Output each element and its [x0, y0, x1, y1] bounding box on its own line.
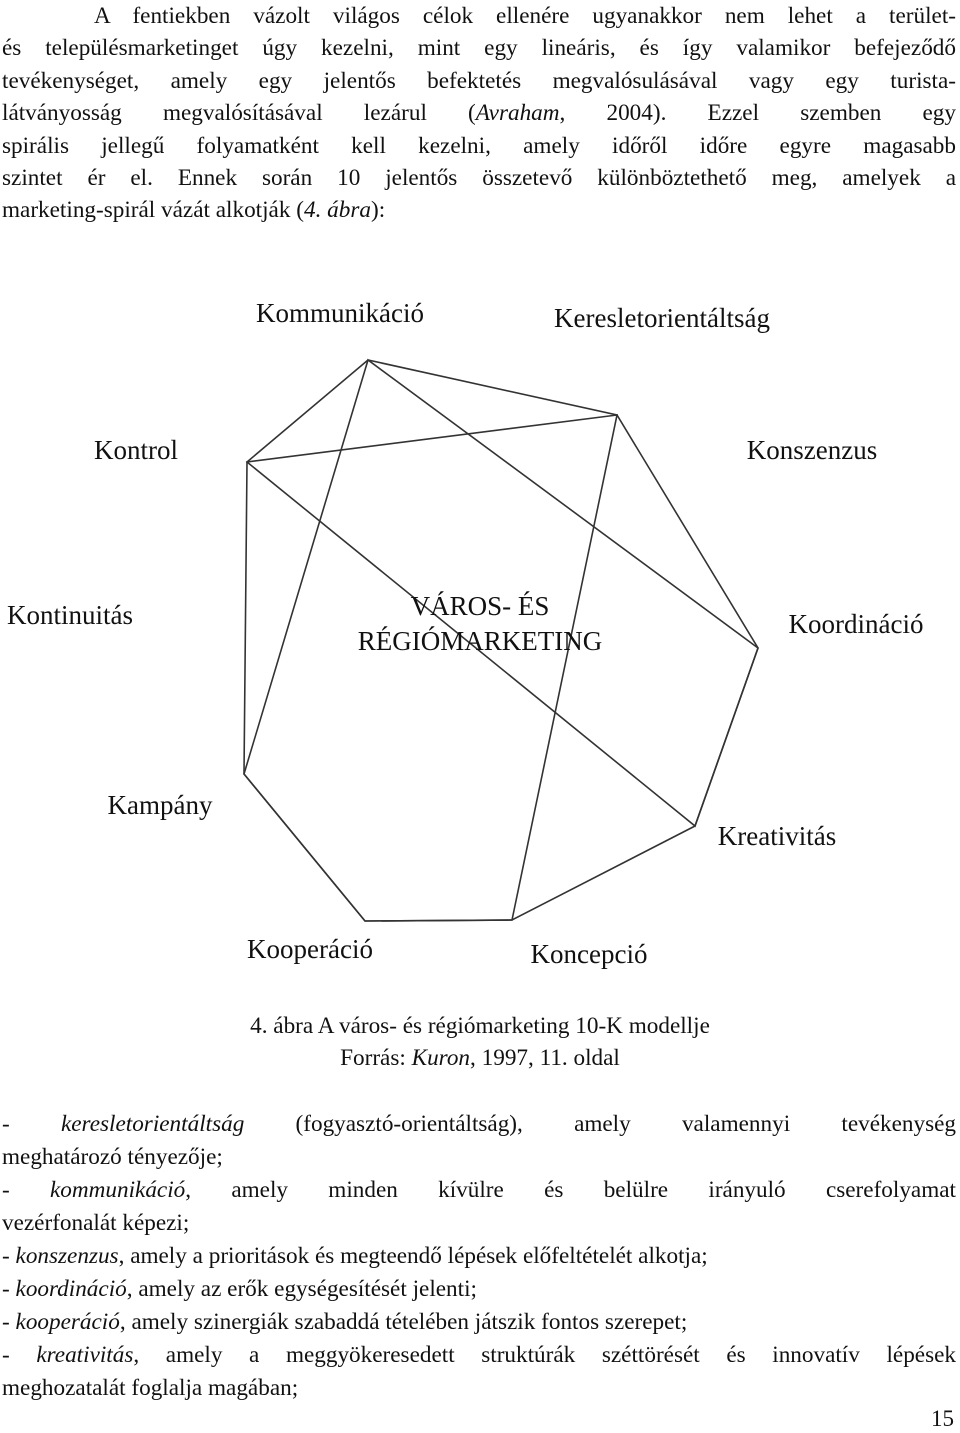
list-item: [2, 1174, 956, 1207]
label-koordinacio: Koordináció: [788, 609, 924, 639]
label-kontrol: Kontrol: [94, 435, 178, 465]
list-item-continuation: meghatározó tényezője;: [2, 1144, 223, 1170]
list-text: , amely a meggyökeresedett struktúrák széttörését és innovatív lépések: [133, 1342, 956, 1368]
figure-source: [0, 1042, 960, 1074]
label-kreativitas: Kreativitás: [717, 821, 837, 851]
list-dash: -: [2, 1276, 16, 1302]
list-item: [2, 1306, 956, 1339]
list-text: , amely minden kívülre és belülre irányuló cserefolyamat: [185, 1177, 956, 1203]
label-keresletorientaltsag: Keresletorientáltság: [554, 303, 770, 333]
label-kontinuitas: Kontinuitás: [7, 600, 133, 630]
source-detail: , 1997, 11. oldal: [470, 1045, 620, 1071]
list-text: , amely az erők egységesítését jelenti;: [126, 1276, 477, 1302]
source-label: Forrás:: [340, 1045, 412, 1071]
list-dash: -: [2, 1342, 37, 1368]
intro-line-5: spirális jellegű folyamatként kell kezelni, amely időről időre egyre magasabb: [2, 132, 956, 159]
list-term: kreativitás: [36, 1342, 134, 1368]
list-term: kommunikáció: [50, 1177, 186, 1203]
figure-caption: 4. ábra A város- és régiómarketing 10-K modellje: [250, 1013, 710, 1039]
intro-text: látványosság megvalósításával lezárul (: [2, 100, 476, 127]
intro-text: ):: [370, 197, 386, 224]
center-title-line-1: VÁROS- ÉS: [410, 591, 550, 621]
list-dash: -: [2, 1309, 16, 1335]
list-term: kooperáció: [15, 1309, 120, 1335]
label-kooperacio: Kooperáció: [247, 934, 373, 964]
list-text: (fogyasztó-orientáltság), amely valamennyi tevékenység: [244, 1111, 956, 1137]
intro-line-3: tevékenységet, amely egy jelentős befektetés megvalósulásával vagy egy turista-: [2, 67, 956, 94]
list-term: koordináció: [15, 1276, 127, 1302]
intro-line-6: szintet ér el. Ennek során 10 jelentős összetevő különböztethető meg, amelyek a: [2, 165, 956, 192]
citation-author: Avraham: [475, 100, 560, 127]
figure-reference: 4. ábra: [303, 197, 371, 224]
list-term: keresletorientáltság: [60, 1111, 245, 1137]
list-text: , amely szinergiák szabaddá tételében játszik fontos szerepet;: [119, 1309, 688, 1335]
list-dash: -: [2, 1243, 16, 1269]
intro-line-1: A fentiekben vázolt világos célok ellenére ugyanakkor nem lehet a terület-: [94, 3, 956, 29]
list-item: [2, 1108, 956, 1141]
list-term: konszenzus: [15, 1243, 119, 1269]
center-title-line-2: RÉGIÓMARKETING: [357, 626, 603, 656]
list-item: [2, 1339, 956, 1372]
page-number: 15: [931, 1406, 954, 1431]
label-kommunikacio: Kommunikáció: [256, 298, 424, 328]
list-dash: -: [2, 1177, 51, 1203]
component-list: [2, 1108, 956, 1405]
list-item-continuation: meghozatalát foglalja magában;: [2, 1375, 299, 1401]
list-item: [2, 1240, 956, 1273]
intro-text: , 2004). Ezzel szemben egy: [559, 100, 956, 127]
label-konszenzus: Konszenzus: [746, 435, 878, 465]
intro-line-2: és településmarketinget úgy kezelni, mint egy lineáris, és így valamikor befejeződő: [2, 35, 956, 62]
list-item-continuation: vezérfonalát képezi;: [2, 1210, 190, 1236]
source-author: Kuron: [411, 1045, 471, 1071]
list-dash: -: [2, 1111, 61, 1137]
intro-text: marketing-spirál vázát alkotják (: [2, 197, 304, 224]
list-text: , amely a prioritások és megteendő lépések előfeltételét alkotja;: [118, 1243, 708, 1269]
label-kampany: Kampány: [107, 790, 213, 820]
pentagon-outline-2: [244, 415, 617, 921]
list-item: [2, 1273, 956, 1306]
label-koncepcio: Koncepció: [530, 939, 648, 969]
